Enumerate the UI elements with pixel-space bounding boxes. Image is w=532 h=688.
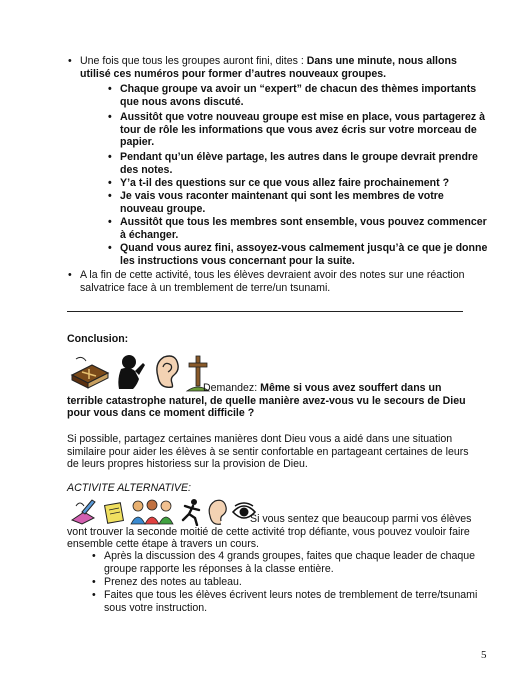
ask-label: Demandez: [203,382,261,394]
alternative-lead-text: Si vous sentez que beaucoup parmi vos élèves vont trouver la seconde moitié de cette activité trop défiante, vous pouvez vouloir faire ensemble cette étape à travers un cours. [67,513,472,551]
bullet-lead-text: Une fois que tous les groupes auront fini, dites : [80,55,307,67]
conclusion-question [67,382,467,420]
bullet-dot: • [92,550,96,562]
bullet-dot: • [108,216,112,228]
bullet-dot: • [108,190,112,202]
sub-bullet-text: Je vais vous raconter maintenant qui sont les membres de votre nouveau groupe. [120,190,444,215]
bullet-dot: • [108,111,112,123]
ask-question-text: Même si vous avez souffert dans un terrible catastrophe naturel, de quelle manière avez-vous vu le secours de Dieu pour vous dans ce moment difficile ? [67,382,466,420]
sub-bullet-text: Pendant qu’un élève partage, les autres dans le groupe devrait prendre des notes. [120,151,478,176]
sub-bullet-text: Y’a t-il des questions sur ce que vous allez faire prochainement ? [120,177,450,189]
bullet-dot: • [68,269,72,281]
page-number: 5 [481,649,487,661]
bullet-dot: • [108,83,112,95]
bullet-dot: • [92,576,96,588]
alternative-heading: ACTIVITE ALTERNATIVE: [67,482,192,494]
sub-bullet-text: Quand vous aurez fini, assoyez-vous calmement jusqu’à ce que je donne les instructions vous concernant pour la suite. [120,242,488,267]
bullet-dot: • [108,151,112,163]
section-divider [67,311,463,312]
alternative-bullet-text: Prenez des notes au tableau. [104,576,242,588]
alternative-bullet-text: Faites que tous les élèves écrivent leurs notes de tremblement de terre/tsunami sous votre instruction. [104,589,478,614]
conclusion-heading: Conclusion: [67,333,129,345]
bullet-dot: • [68,55,72,67]
bullet-dot: • [108,177,112,189]
alternative-bullet-text: Après la discussion des 4 grands groupes, faites que chaque leader de chaque groupe rapporte les réponses à la classe entière. [104,550,476,575]
bullet-bold-text: Dans une minute, nous allons utilisé ces numéros pour former d’autres nouveaux groupes. [80,55,457,80]
sub-bullet-text: Aussitôt que votre nouveau groupe est mise en place, vous partagerez à tour de rôle les informations que vous avez écris sur votre morceau de papier. [120,111,485,149]
bullet-dot: • [108,242,112,254]
alternative-lead [67,513,473,551]
bullet-dot: • [92,589,96,601]
sub-bullet-text: Aussitôt que tous les membres sont ensemble, vous pouvez commencer à échanger. [120,216,487,241]
conclusion-paragraph: Si possible, partagez certaines manières dont Dieu vous a aidé dans une situation similaire pour aider les élèves à se sentir confortable en partageant certaines de leurs de leurs propres historiess sur la provision de Dieu. [67,433,469,471]
bullet-text: A la fin de cette activité, tous les élèves devraient avoir des notes sur une réaction salvatrice face à un tremblement de terre/un tsunami. [80,269,465,294]
bullet-text [80,55,484,80]
sub-bullet-text: Chaque groupe va avoir un “expert” de chacun des thèmes importants que nous avons discuté. [120,83,477,108]
